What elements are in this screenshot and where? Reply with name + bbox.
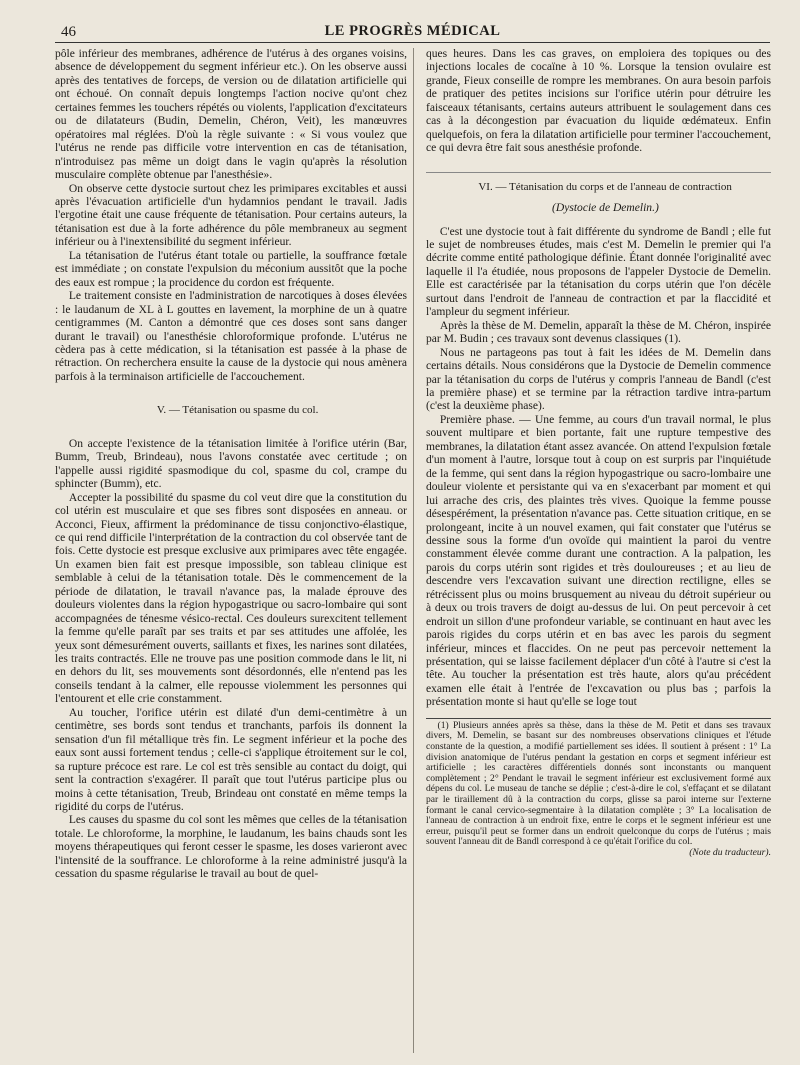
paragraph: Première phase. — Une femme, au cours d'un travail normal, le plus souvent multipare et bien portante, fait une rupture tempestive des membranes, la dilatation étant assez avancée. On attend l'expulsion fœtale d'un moment à l'autre, lorsque tout à coup on est surpris par l'inquiétude de la femme, qui sent dans la région hypogastrique ou sacro-lombaire une douleur violente et persistante qui va en s'exacerbant par moment et qui lui arrache des cris, des plaintes très vives. Quoique la femme pousse désespérément, la présentation n'avance pas. Cette situation critique, en se prolongeant, incite à un nouvel examen, qui fait constater que l'utérus se dessine sous la forme d'un ovoïde qui maintient la paroi du ventre constamment élevée comme durant une contraction. A la palpation, les parois du corps utérin sont rigides et très douloureuses ; et au lieu de descendre vers l'excavation suivant une direction rectiligne, elles se rétrécissent plus ou moins brusquement au niveau du détroit supérieur ou à deux ou trois travers de doigt au-dessus de lui. On peut percevoir à cet endroit un sillon d'une profondeur variable, se continuant en haut avec les parois rigides du corps utérin et en bas avec les parois du segment inférieur, minces et flaccides. On ne peut pas percevoir nettement la présentation, qui se laisse facilement déplacer d'un côté à l'autre si c'est la tête. Au toucher la présentation est très haute, alors qu'au précédent examen elle était à l'entrée de l'excavation ou plus bas ; parfois la présentation monte si haut qu'elle se loge tout — [426, 413, 771, 709]
section-heading: V. — Tétanisation ou spasme du col. — [156, 404, 319, 417]
paragraph: Le traitement consiste en l'administration de narcotiques à doses élevées : le laudanum de XL à L gouttes en lavement, la morphine de un à quatre centigrammes (M. Canton a démontré que ces doses sont sans danger durant le travail) ou l'anesthésie chloroformique profonde. L'utérus ne cèdera pas à cette médication, si la tétanisation est passée à la phase de rétraction. On recherchera ensuite la cause de la dystocie qui nous amènera parfois à la terminaison artificielle de l'accouchement. — [55, 290, 407, 383]
paragraph: C'est une dystocie tout à fait différente du syndrome de Bandl ; elle fut le sujet de nombreuses études, mais c'est M. Demelin le premier qui l'a décrite comme entité pathologique définie. Étant donnée l'originalité avec laquelle il l'a étudiée, nous proposons de l'appeler Dystocie de Demelin. Elle est caractérisée par la tétanisation du corps utérin que l'on décèle surtout dans l'endroit de l'anneau de contraction et par la flaccidité et l'ampleur du segment inférieur. — [426, 225, 771, 319]
section-subtitle: (Dystocie de Demelin.) — [552, 202, 659, 215]
paragraph: Les causes du spasme du col sont les mêmes que celles de la tétanisation totale. Le chloroforme, la morphine, le laudanum, les bains chauds sont les moyens thérapeutiques qui feront cesser le spasme, les doses varieront avec l'intensité de la souffrance. Le chloroforme à la reine administré jusqu'à la cessation du spasme régularise le travail au bout de quel- — [55, 814, 407, 881]
paragraph: ques heures. Dans les cas graves, on emploiera des topiques ou des injections locales de cocaïne à 10 %. Lorsque la tension ovulaire est grande, Fieux conseille de rompre les membranes. On aura besoin parfois de pratiquer des petites incisions sur l'orifice utérin pour détruire les faisceaux tétanisants, certains auteurs attribuent le soulagement dans ces cas à la décongestion par évacuation du liquide œdémateux. Enfin quelquefois, on fera la dilatation artificielle pour terminer l'accouchement, ce qui devra être fait sous anesthésie profonde. — [426, 48, 771, 155]
paragraph: On observe cette dystocie surtout chez les primipares excitables et aussi après l'évacuation artificielle d'un hydamnios pendant le travail. Jadis l'ergotine était une cause fréquente de tétanisation. Pour certains auteurs, la tétanisation est due à la forte adhérence du pôle membraneux au segment inférieur ou à l'inextensibilité du segment inférieur. — [55, 182, 407, 249]
paragraph: Accepter la possibilité du spasme du col veut dire que la constitution du col utérin est musculaire et que ses fibres sont disposées en anneau. or Acconci, Fieux, affirment la prédominance de tissu conjonctivo-élastique, ce qui rend difficile l'interprétation de la contraction du col observée tant de fois. Cette dystocie est presque exclusive aux primipares avec tête engagée. Un examen bien fait est presque impossible, son tableau clinique est semblable à celui de la tétanisation totale. Dès le commencement de la période de dilatation, le travail n'avance pas, la malade éprouve des douleurs violentes dans la région hypogastrique ou sacro-lombaire qui sont accompagnées de ténesme vésico-rectal. Ces douleurs surexcitent tellement la femme qu'elle paraît par ses traits et par ses attitudes une affolée, les yeux sont démesurément ouverts, saillants et fixes, les narines sont dilatées, les traits contractés. Elle ne trouve pas une position commode dans le lit, ni en dehors du lit, ses mouvements sont désordonnés, elle n'entend pas les conseils tendant à la calmer, elle repousse violemment les personnes qui l'entourent et elle crie constamment. — [55, 491, 407, 706]
paragraph: On accepte l'existence de la tétanisation limitée à l'orifice utérin (Bar, Bumm, Treub, Brindeau), nous l'avons constatée avec certitude ; on l'appelle aussi rigidité spasmodique du col, spasme du col, crampe du sphincter (Bumm), etc. — [55, 437, 407, 491]
paragraph: Au toucher, l'orifice utérin est dilaté d'un demi-centimètre à un centimètre, ses bords sont tendus et tranchants, parfois ils donnent la sensation d'un fil métallique très fin. Le segment inférieur et la poche des eaux sont aussi fortement tendus ; celle-ci s'applique étroitement sur le col, sa rupture précoce est rare. Le col est très sensible au contact du doigt, qui sent la contraction s'exagérer. Il paraît que tout l'utérus participe plus ou moins à cette tétanisation, Treub, Brindeau ont constaté en même temps la rigidité du corps de l'utérus. — [55, 706, 407, 814]
paragraph: La tétanisation de l'utérus étant totale ou partielle, la souffrance fœtale est immédiate ; on constate l'expulsion du méconium aussitôt que la poche des eaux est rompue ; la procidence du cordon est fréquente. — [55, 249, 407, 289]
paragraph: Nous ne partageons pas tout à fait les idées de M. Demelin dans certains détails. Nous considérons que la Dystocie de Demelin commence par la tétanisation du corps de l'utérus y compris l'anneau de Bandl (c'est la première phase) et se termine par la rétraction tardive intra-partum (c'est la deuxième phase). — [426, 346, 771, 413]
paragraph: Après la thèse de M. Demelin, apparaît la thèse de M. Chéron, inspirée par M. Budin ; ces travaux sont devenus classiques (1). — [426, 319, 771, 346]
column-divider — [413, 48, 414, 1053]
right-column — [426, 48, 771, 859]
journal-title: LE PROGRÈS MÉDICAL — [324, 23, 501, 39]
page-header — [55, 22, 770, 43]
paragraph: pôle inférieur des membranes, adhérence de l'utérus à des organes voisins, absence de développement du segment inférieur etc.). On les observe aussi après des tentatives de forceps, de version ou de dilatation artificielle qui ont échoué. On connaît depuis longtemps l'action nocive qu'ont chez certaines femmes les touchers répétés ou violents, l'application d'excitateurs ou de dilatateurs (Budin, Demelin, Chéron, Veit), les manœuvres opératoires mal réglées. D'où la règle suivante : « Si vous voulez que l'utérus ne rende pas difficile votre intervention en cas de tétanisation, n'introduisez pas même un doigt dans le vagin qu'après la résolution musculaire complète obtenue par l'anesthésie». — [55, 48, 407, 182]
footnote-signature: (Note du traducteur). — [689, 846, 771, 858]
left-column — [55, 48, 407, 882]
footnote-separator — [426, 718, 771, 719]
page-number: 46 — [61, 24, 76, 40]
section-heading: VI. — Tétanisation du corps et de l'anneau de contraction — [478, 180, 732, 193]
footnote: (1) Plusieurs années après sa thèse, dans la thèse de M. Petit et dans ses travaux divers, M. Demelin, se basant sur des nombreuses observations cliniques et l'étude constante de la question, a modifié partiellement ses idées. Il soutient à présent : 1° La division anatomique de l'utérus pendant la gestation en corps et segment inférieur est artificielle ; les caractères différentiels donnés sont inconstants ou manquent complètement ; 2° Pendant le travail le segment inférieur est exclusivement formé aux dépens du col. Le museau de tanche se déplie ; c'est-à-dire le col, s'effaçant et se dilatant par le tiraillement dû à la contraction du corps, glisse sa paroi interne sur l'externe formant le canal cervico-segmentaire à la dilatation complète ; 3° La localisation de l'anneau de contraction à un endroit fixe, entre le corps et le segment inférieur est une erreur, puisqu'il peut se former dans un endroit quelconque du corps de l'utérus ; mais souvent l'anneau dit de Bandl correspond à ce qu'était l'orifice du col. — [426, 719, 771, 848]
